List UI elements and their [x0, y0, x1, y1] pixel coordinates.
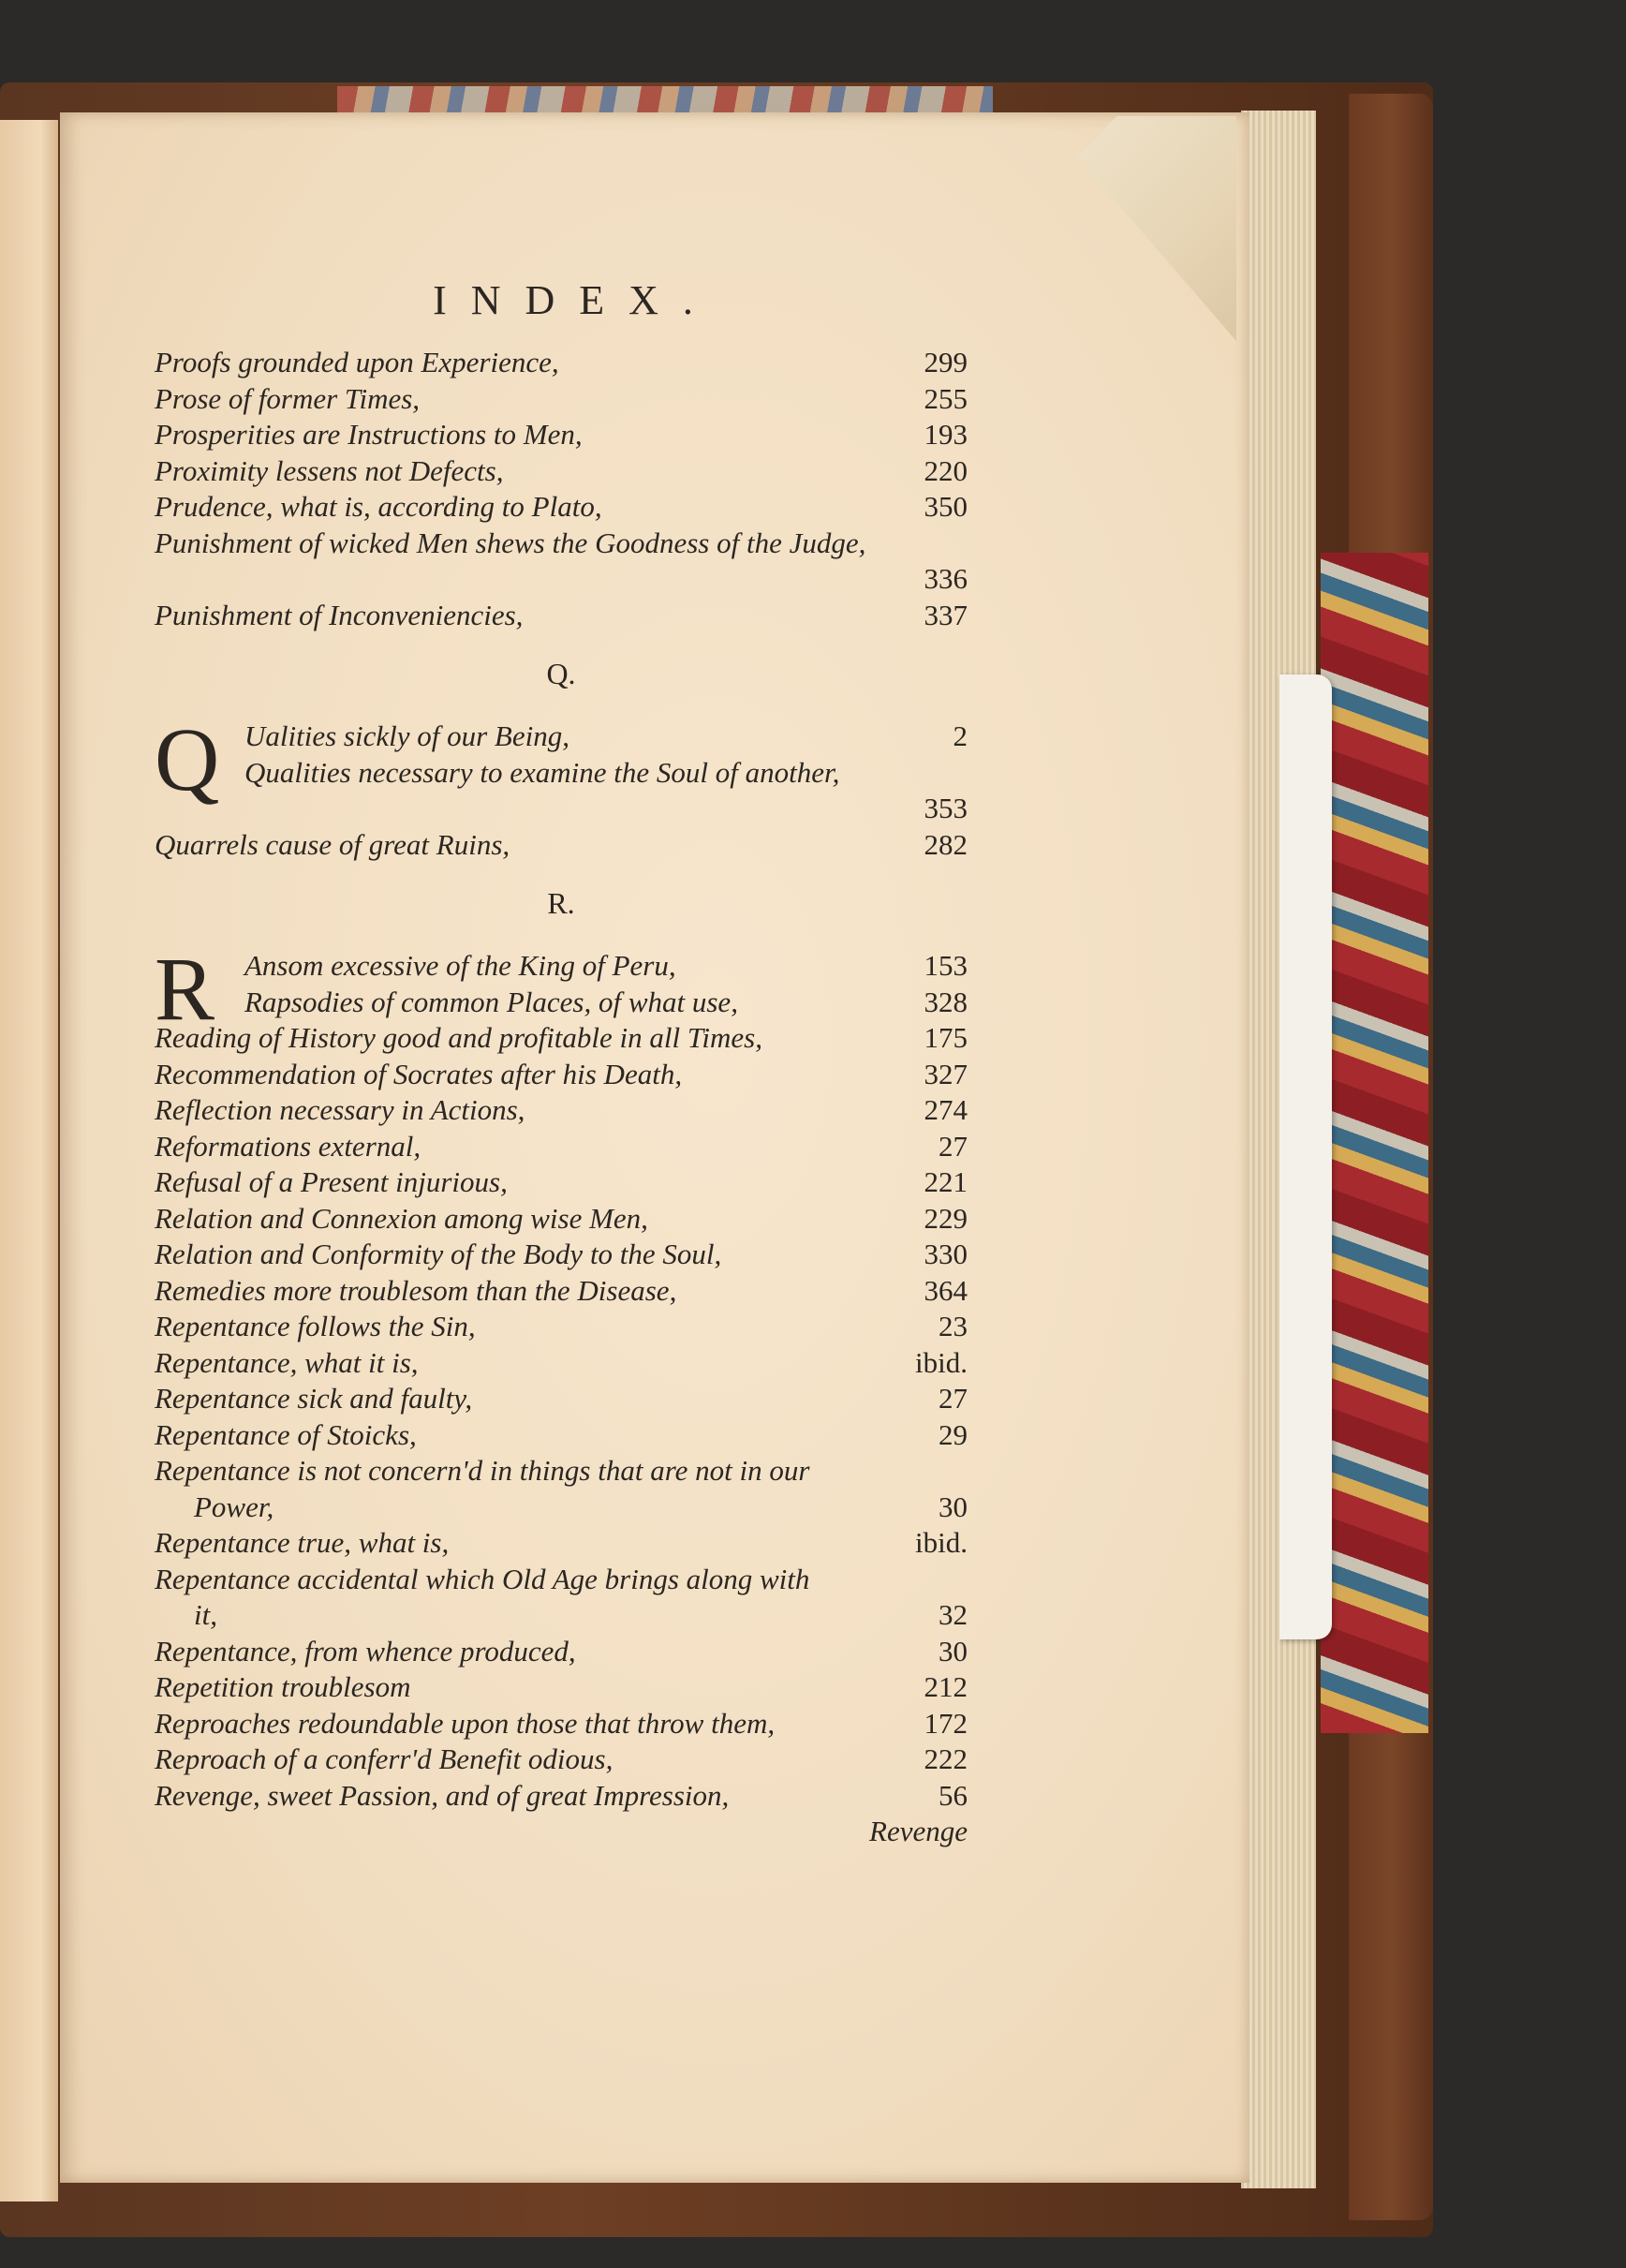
entry-text: Rapsodies of common Places, of what use,: [244, 985, 738, 1018]
entry-page-number: 29: [939, 1417, 968, 1451]
entry-text: Ansom excessive of the King of Peru,: [244, 949, 676, 982]
entry-page-number: 193: [924, 418, 968, 451]
entry-text: Relation and Connexion among wise Men,: [155, 1201, 648, 1235]
index-entry: [155, 1453, 968, 1490]
entry-text: Relation and Conformity of the Body to the Soul,: [155, 1238, 722, 1270]
entry-page-number: 221: [924, 1165, 968, 1198]
dropcap-q: Q: [155, 709, 220, 809]
index-entry: [155, 526, 968, 562]
section-r: [155, 939, 968, 1814]
entry-text: Repentance, from whence produced,: [155, 1634, 576, 1668]
entry-page-number: 336: [924, 562, 968, 595]
entry-text: Reproaches redoundable upon those that throw them,: [155, 1706, 776, 1740]
entry-page-number: 282: [924, 827, 968, 861]
entry-page-number: 327: [924, 1057, 968, 1090]
entry-page-number: 212: [924, 1670, 968, 1703]
index-entry: [155, 1309, 968, 1345]
entry-text: Power,: [194, 1490, 274, 1523]
index-entry: [155, 1778, 968, 1815]
index-content: [155, 276, 968, 1849]
entry-page-number: 353: [924, 792, 968, 824]
index-entry: [155, 1381, 968, 1417]
index-entry: [155, 719, 968, 755]
entry-page-number: 27: [939, 1382, 968, 1415]
left-page-edge: [0, 120, 58, 2201]
entries-q: [155, 709, 968, 863]
index-entry: [155, 1669, 968, 1706]
entry-page-number: 364: [924, 1273, 968, 1307]
entry-page-number: 222: [924, 1742, 968, 1775]
entry-page-number: 32: [939, 1598, 968, 1631]
entry-page-number: 330: [924, 1238, 968, 1270]
entry-text: Prudence, what is, according to Plato,: [155, 490, 602, 523]
index-entry: [155, 598, 968, 634]
entry-text: Qualities necessary to examine the Soul of another,: [244, 755, 840, 789]
entry-page-number: 274: [924, 1093, 968, 1126]
entry-text: Remedies more troublesom than the Disease,: [155, 1273, 677, 1307]
index-entry: [155, 948, 968, 985]
entry-text: Proofs grounded upon Experience,: [155, 346, 559, 378]
marbled-edge: [337, 86, 993, 114]
index-entry: [155, 345, 968, 381]
entry-page-number: 328: [924, 985, 968, 1018]
entry-page-number: 172: [924, 1706, 968, 1740]
entry-text: Recommendation of Socrates after his Death,: [155, 1057, 683, 1090]
entry-text: Repentance of Stoicks,: [155, 1417, 417, 1451]
entry-page-number: 27: [939, 1129, 968, 1163]
entry-text: Repentance follows the Sin,: [155, 1310, 476, 1342]
index-entry: [155, 827, 968, 864]
index-entry: [155, 1562, 968, 1598]
entry-text: Quarrels cause of great Ruins,: [155, 827, 510, 861]
entry-text: Revenge, sweet Passion, and of great Impression,: [155, 1778, 730, 1812]
entry-text: Ualities sickly of our Being,: [244, 719, 569, 752]
entry-text: Prosperities are Instructions to Men,: [155, 418, 583, 451]
index-entry: [155, 791, 968, 827]
entry-page-number: 220: [924, 453, 968, 487]
index-entry: [155, 453, 968, 490]
index-entry: [155, 1597, 968, 1634]
entry-page-number: 153: [924, 949, 968, 982]
index-entry: [155, 1634, 968, 1670]
index-entry: [155, 1273, 968, 1310]
entry-page-number: ibid.: [915, 1526, 968, 1559]
index-entry: [155, 1164, 968, 1201]
entry-text: Reading of History good and profitable in all Times,: [155, 1021, 762, 1054]
entry-page-number: 56: [939, 1778, 968, 1812]
entry-page-number: 23: [939, 1310, 968, 1342]
entry-page-number: 30: [939, 1634, 968, 1668]
entry-text: it,: [194, 1598, 217, 1631]
entry-page-number: 229: [924, 1201, 968, 1235]
index-entry: [155, 1129, 968, 1165]
index-entry: [155, 1706, 968, 1742]
index-entry: [155, 1020, 968, 1057]
entry-text: Refusal of a Present injurious,: [155, 1165, 508, 1198]
index-entry: [155, 1742, 968, 1778]
index-entry: [155, 489, 968, 526]
entry-text: Repentance sick and faulty,: [155, 1382, 473, 1415]
section-q: [155, 709, 968, 863]
entry-text: Repentance accidental which Old Age brings along with: [155, 1562, 810, 1595]
index-entry: [155, 1417, 968, 1454]
entry-text: Repetition troublesom: [155, 1670, 411, 1703]
index-entry: [155, 561, 968, 598]
dropcap-r: R: [155, 939, 215, 1039]
catchword: Revenge: [869, 1815, 968, 1847]
entry-text: Repentance is not concern'd in things that are not in our: [155, 1454, 810, 1487]
section-heading-q: Q.: [546, 657, 576, 690]
page-title: INDEX.: [433, 277, 717, 323]
inserted-card: [1279, 674, 1332, 1639]
entry-page-number: 350: [924, 490, 968, 523]
index-entry: [155, 1490, 968, 1526]
entry-text: Repentance, what it is,: [155, 1345, 419, 1379]
entry-text: Reflection necessary in Actions,: [155, 1093, 525, 1126]
entry-page-number: 299: [924, 346, 968, 378]
section-heading-r: R.: [547, 886, 575, 920]
entries-p: [155, 345, 968, 633]
entry-page-number: 175: [924, 1021, 968, 1054]
entry-text: Punishment of wicked Men shews the Goodness of the Judge,: [155, 526, 866, 559]
entry-page-number: 30: [939, 1490, 968, 1523]
index-entry: [155, 1525, 968, 1562]
entries-r: [155, 939, 968, 1814]
entry-text: Reproach of a conferr'd Benefit odious,: [155, 1742, 613, 1775]
entry-text: Repentance true, what is,: [155, 1526, 450, 1559]
entry-page-number: 2: [953, 719, 968, 752]
entry-page-number: ibid.: [915, 1345, 968, 1379]
entry-text: Prose of former Times,: [155, 381, 421, 415]
entry-page-number: 337: [924, 598, 968, 631]
index-entry: [155, 985, 968, 1021]
index-entry: [155, 1092, 968, 1129]
index-entry: [155, 1057, 968, 1093]
index-entry: [155, 1345, 968, 1382]
index-entry: [155, 755, 968, 792]
entry-text: Reformations external,: [155, 1129, 421, 1163]
index-entry: [155, 417, 968, 453]
index-entry: [155, 1237, 968, 1273]
marbled-endpaper: [1321, 553, 1428, 1733]
entry-text: Punishment of Inconveniencies,: [155, 598, 524, 631]
entry-page-number: 255: [924, 381, 968, 415]
index-entry: [155, 1201, 968, 1238]
index-entry: [155, 381, 968, 418]
entry-text: Proximity lessens not Defects,: [155, 453, 504, 487]
